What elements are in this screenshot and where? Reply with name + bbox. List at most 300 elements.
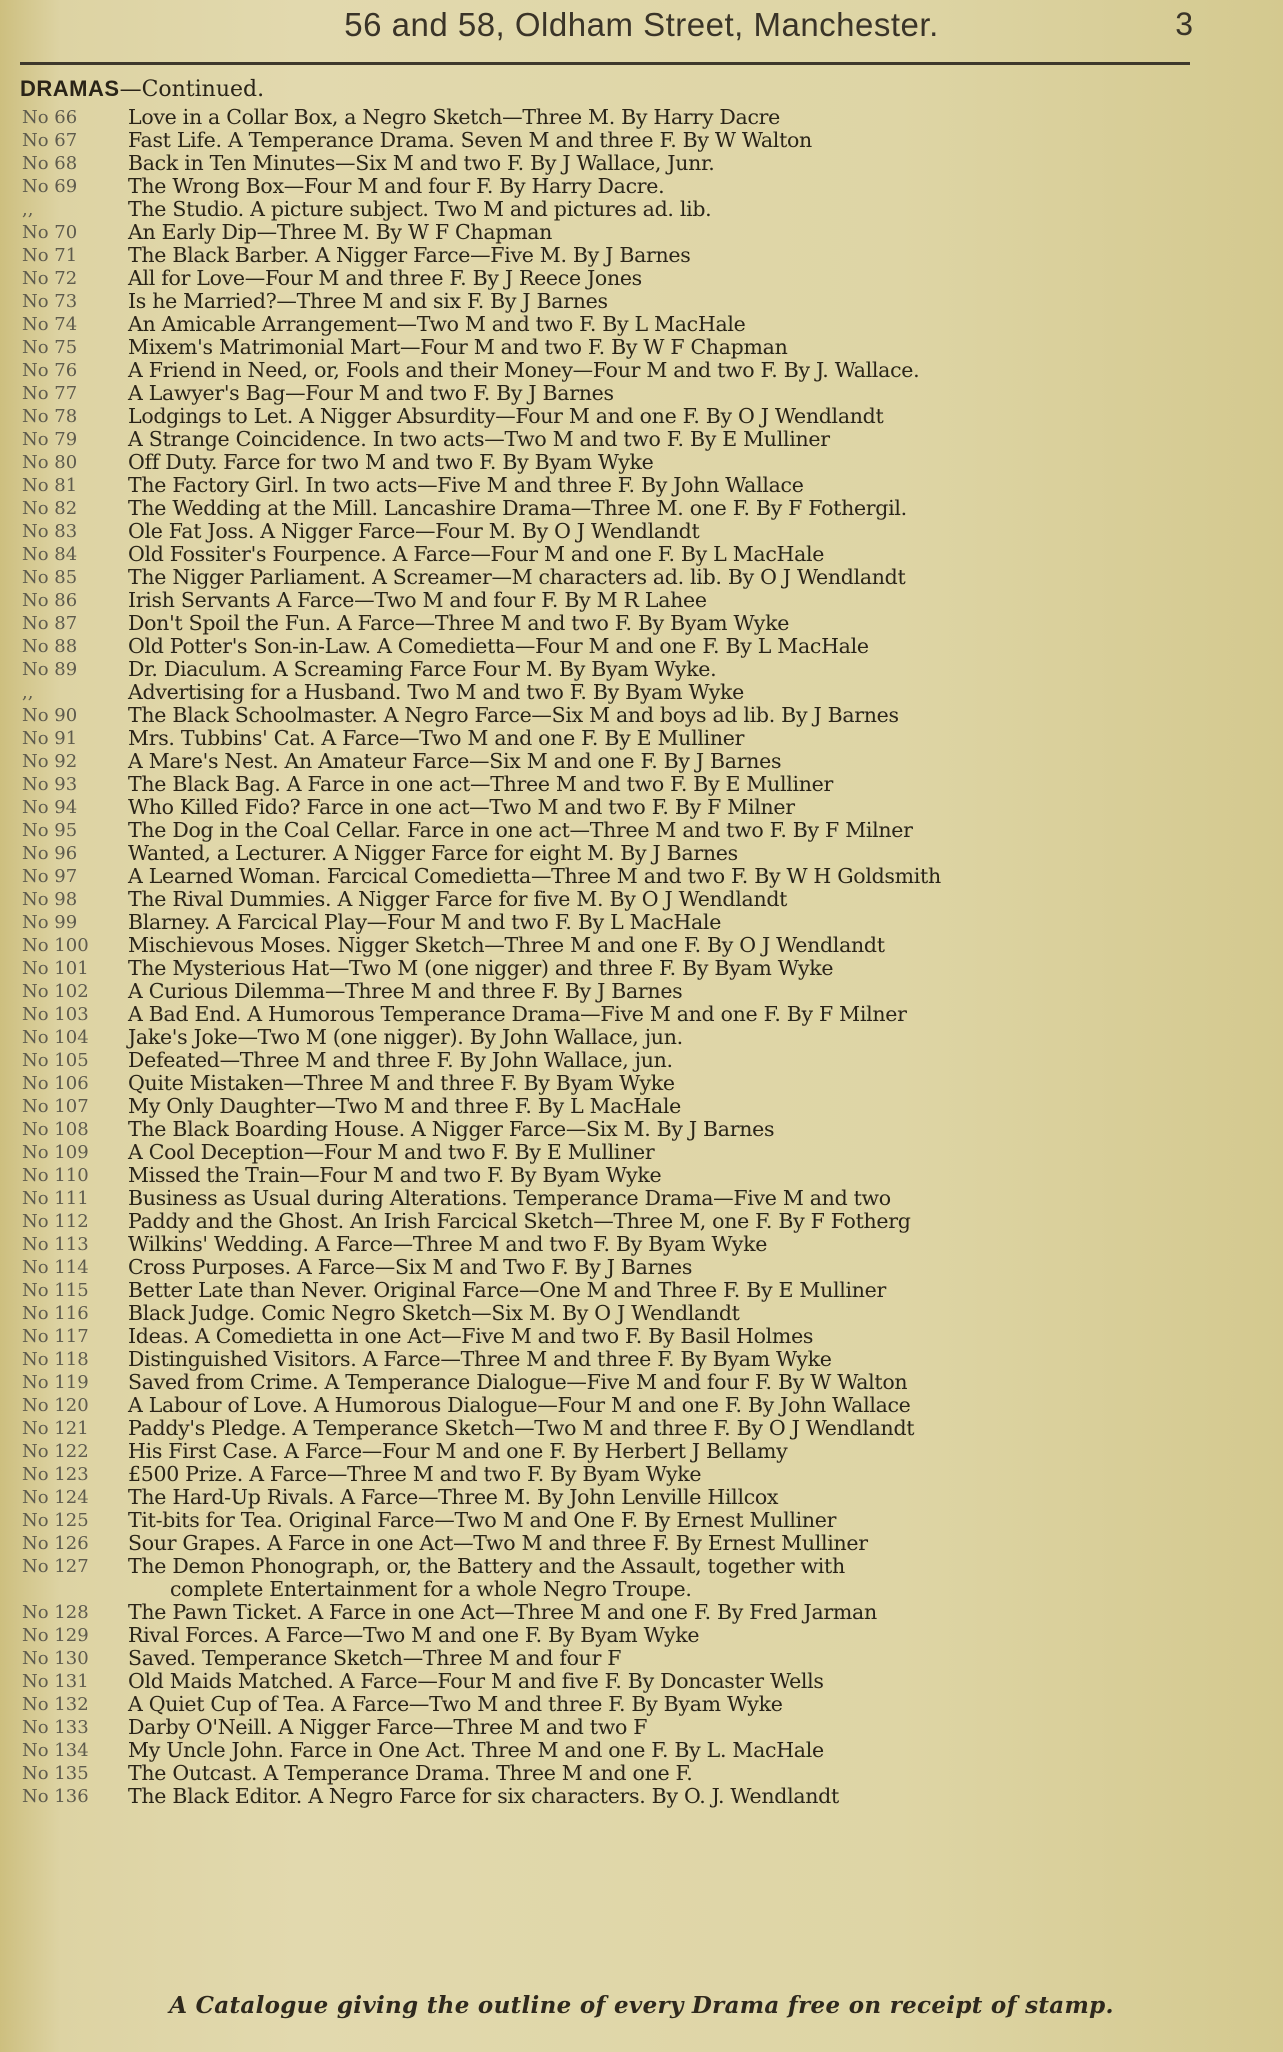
list-item	[0, 1164, 1283, 1187]
entry-number: No 70	[22, 222, 78, 243]
entry-number: No 73	[22, 291, 78, 312]
entry-title: The Dog in the Coal Cellar. Farce in one act—Three M and two F. By F Milner	[128, 818, 913, 842]
entry-text	[128, 1210, 1278, 1233]
entry-number: No 127	[22, 1556, 89, 1577]
entry-number: No 88	[22, 636, 78, 657]
entry-number: No 104	[22, 1027, 89, 1048]
entry-number: No 136	[22, 1786, 89, 1807]
entry-title: Wilkins' Wedding. A Farce—Three M and two F. By Byam Wyke	[128, 1232, 768, 1256]
list-item	[0, 198, 1283, 221]
entry-text	[128, 1233, 1278, 1256]
entry-text	[128, 152, 1278, 175]
entry-text	[128, 1693, 1278, 1716]
entry-text	[128, 635, 1278, 658]
entry-number: No 80	[22, 452, 78, 473]
entry-text	[128, 1440, 1278, 1463]
list-item	[0, 1532, 1283, 1555]
entry-number: No 96	[22, 843, 78, 864]
entry-title: A Friend in Need, or, Fools and their Money—Four M and two F. By J. Wallace.	[128, 358, 920, 382]
entry-number: No 85	[22, 567, 78, 588]
list-item	[0, 727, 1283, 750]
entry-title: Tit-bits for Tea. Original Farce—Two M and One F. By Ernest Mulliner	[128, 1508, 837, 1532]
list-item	[0, 658, 1283, 681]
entry-title: The Nigger Parliament. A Screamer—M characters ad. lib. By O J Wendlandt	[128, 565, 906, 589]
entry-text	[128, 1624, 1278, 1647]
list-item	[0, 1302, 1283, 1325]
entry-title: Darby O'Neill. A Nigger Farce—Three M and two F	[128, 1715, 648, 1739]
entry-number: No 109	[22, 1142, 89, 1163]
list-item	[0, 1003, 1283, 1026]
entry-title: Mixem's Matrimonial Mart—Four M and two F. By W F Chapman	[128, 335, 788, 359]
entry-number: No 114	[22, 1257, 89, 1278]
entry-number: No 77	[22, 383, 78, 404]
list-item	[0, 1555, 1283, 1601]
list-item	[0, 1739, 1283, 1762]
entry-number: No 79	[22, 429, 78, 450]
entry-title: Old Potter's Son-in-Law. A Comedietta—Four M and one F. By L MacHale	[128, 634, 869, 658]
entry-title: A Cool Deception—Four M and two F. By E Mulliner	[128, 1140, 655, 1164]
catalogue-note: A Catalogue giving the outline of every Drama free on receipt of stamp.	[169, 1992, 1114, 2019]
entry-title: Fast Life. A Temperance Drama. Seven M and three F. By W Walton	[128, 128, 812, 152]
entry-continuation: complete Entertainment for a whole Negro Troupe.	[170, 1577, 692, 1601]
entry-text	[128, 1348, 1278, 1371]
entry-title: Saved from Crime. A Temperance Dialogue—Five M and four F. By W Walton	[128, 1370, 908, 1394]
list-item	[0, 1647, 1283, 1670]
entry-title: Old Fossiter's Fourpence. A Farce—Four M and one F. By L MacHale	[128, 542, 825, 566]
entry-number: No 126	[22, 1533, 89, 1554]
entry-number: No 122	[22, 1441, 89, 1462]
entry-number: No 66	[22, 107, 78, 128]
header-rule	[20, 62, 1190, 65]
entry-title: Blarney. A Farcical Play—Four M and two F. By L MacHale	[128, 910, 722, 934]
list-item	[0, 290, 1283, 313]
entry-title: Who Killed Fido? Farce in one act—Two M and two F. By F Milner	[128, 795, 795, 819]
entry-title: A Quiet Cup of Tea. A Farce—Two M and three F. By Byam Wyke	[128, 1692, 783, 1716]
entry-number: No 99	[22, 912, 78, 933]
list-item	[0, 1762, 1283, 1785]
entry-text	[128, 1141, 1278, 1164]
entry-text	[128, 1325, 1278, 1348]
list-item	[0, 382, 1283, 405]
entry-text	[128, 1739, 1278, 1762]
entry-title: The Outcast. A Temperance Drama. Three M and one F.	[128, 1761, 693, 1785]
list-item	[0, 750, 1283, 773]
section-continued: —Continued.	[119, 77, 265, 102]
list-item	[0, 1049, 1283, 1072]
entry-text	[128, 106, 1278, 129]
entry-text	[128, 1555, 1278, 1601]
entry-title: Defeated—Three M and three F. By John Wallace, jun.	[128, 1048, 673, 1072]
entry-text	[128, 1072, 1278, 1095]
list-item	[0, 957, 1283, 980]
list-item	[0, 1693, 1283, 1716]
list-item	[0, 911, 1283, 934]
section-heading	[20, 76, 264, 102]
entry-title: The Black Editor. A Negro Farce for six characters. By O. J. Wendlandt	[128, 1784, 839, 1808]
entry-title: A Learned Woman. Farcical Comedietta—Three M and two F. By W H Goldsmith	[128, 864, 941, 888]
list-item	[0, 520, 1283, 543]
list-item	[0, 1716, 1283, 1739]
entry-text	[128, 1509, 1278, 1532]
entry-number: No 94	[22, 797, 78, 818]
entry-number: No 84	[22, 544, 78, 565]
list-item	[0, 1509, 1283, 1532]
entry-number: No 100	[22, 935, 89, 956]
entry-text	[128, 244, 1278, 267]
entry-number: No 132	[22, 1694, 89, 1715]
entry-text	[128, 313, 1278, 336]
entry-text	[128, 1463, 1278, 1486]
entry-number: No 135	[22, 1763, 89, 1784]
entry-number: No 95	[22, 820, 78, 841]
entry-number: No 124	[22, 1487, 89, 1508]
entry-number: No 130	[22, 1648, 89, 1669]
list-item	[0, 1417, 1283, 1440]
entry-number: No 111	[22, 1188, 89, 1209]
entry-number: No 123	[22, 1464, 89, 1485]
list-item	[0, 175, 1283, 198]
list-item	[0, 1141, 1283, 1164]
list-item	[0, 1785, 1283, 1808]
entry-title: Mischievous Moses. Nigger Sketch—Three M and one F. By O J Wendlandt	[128, 933, 885, 957]
section-title: DRAMAS	[20, 76, 120, 101]
entry-text	[128, 1026, 1278, 1049]
entry-text	[128, 957, 1278, 980]
list-item	[0, 152, 1283, 175]
entry-title: The Black Barber. A Nigger Farce—Five M. By J Barnes	[128, 243, 691, 267]
entry-number: No 103	[22, 1004, 89, 1025]
entry-number: No 106	[22, 1073, 89, 1094]
entry-text	[128, 382, 1278, 405]
list-item	[0, 589, 1283, 612]
entry-text	[128, 865, 1278, 888]
entry-text	[128, 681, 1278, 704]
entry-title: Saved. Temperance Sketch—Three M and four F	[128, 1646, 622, 1670]
entry-text	[128, 1302, 1278, 1325]
entry-number: No 82	[22, 498, 78, 519]
list-item	[0, 1601, 1283, 1624]
entry-number: No 120	[22, 1395, 89, 1416]
entry-number: No 69	[22, 176, 78, 197]
entry-number: No 105	[22, 1050, 89, 1071]
entry-title: A Labour of Love. A Humorous Dialogue—Four M and one F. By John Wallace	[128, 1393, 911, 1417]
entry-title: Cross Purposes. A Farce—Six M and Two F. By J Barnes	[128, 1255, 693, 1279]
entry-text	[128, 290, 1278, 313]
entry-text	[128, 474, 1278, 497]
entry-title: The Wedding at the Mill. Lancashire Drama—Three M. one F. By F Fothergil.	[128, 496, 907, 520]
entry-text	[128, 888, 1278, 911]
entry-text	[128, 1762, 1278, 1785]
entry-text	[128, 934, 1278, 957]
entry-title: Dr. Diaculum. A Screaming Farce Four M. By Byam Wyke.	[128, 657, 717, 681]
entry-number: No 71	[22, 245, 78, 266]
entry-title: The Pawn Ticket. A Farce in one Act—Three M and one F. By Fred Jarman	[128, 1600, 877, 1624]
list-item	[0, 1187, 1283, 1210]
entry-text	[128, 1003, 1278, 1026]
entry-number: ,,	[22, 199, 34, 220]
entry-title: Paddy's Pledge. A Temperance Sketch—Two M and three F. By O J Wendlandt	[128, 1416, 915, 1440]
entry-title: Jake's Joke—Two M (one nigger). By John Wallace, jun.	[128, 1025, 683, 1049]
entry-number: No 112	[22, 1211, 89, 1232]
entry-text	[128, 1095, 1278, 1118]
entry-title: Sour Grapes. A Farce in one Act—Two M and three F. By Ernest Mulliner	[128, 1531, 868, 1555]
list-item	[0, 888, 1283, 911]
list-item	[0, 1095, 1283, 1118]
entry-text	[128, 543, 1278, 566]
entry-title: Back in Ten Minutes—Six M and two F. By J Wallace, Junr.	[128, 151, 715, 175]
entry-title: An Early Dip—Three M. By W F Chapman	[128, 220, 553, 244]
entry-text	[128, 497, 1278, 520]
header-address: 56 and 58, Oldham Street, Manchester.	[344, 6, 939, 43]
entry-text	[128, 796, 1278, 819]
entry-title: My Uncle John. Farce in One Act. Three M and one F. By L. MacHale	[128, 1738, 824, 1762]
entry-text	[128, 405, 1278, 428]
list-item	[0, 359, 1283, 382]
entry-number: No 72	[22, 268, 78, 289]
entry-text	[128, 566, 1278, 589]
entry-number: No 87	[22, 613, 78, 634]
list-item	[0, 819, 1283, 842]
entry-title: The Mysterious Hat—Two M (one nigger) and three F. By Byam Wyke	[128, 956, 834, 980]
entry-number: No 89	[22, 659, 78, 680]
list-item	[0, 612, 1283, 635]
entry-title: All for Love—Four M and three F. By J Reece Jones	[128, 266, 642, 290]
entry-text	[128, 773, 1278, 796]
entry-text	[128, 612, 1278, 635]
entry-number: No 98	[22, 889, 78, 910]
entry-title: Quite Mistaken—Three M and three F. By Byam Wyke	[128, 1071, 675, 1095]
entry-number: No 129	[22, 1625, 89, 1646]
list-item	[0, 129, 1283, 152]
entry-title: Wanted, a Lecturer. A Nigger Farce for eight M. By J Barnes	[128, 841, 738, 865]
list-item	[0, 1624, 1283, 1647]
entry-text	[128, 1647, 1278, 1670]
entry-title: A Strange Coincidence. In two acts—Two M and two F. By E Mulliner	[128, 427, 830, 451]
entry-text	[128, 704, 1278, 727]
entry-title: £500 Prize. A Farce—Three M and two F. By Byam Wyke	[128, 1462, 702, 1486]
list-item	[0, 428, 1283, 451]
entry-text	[128, 359, 1278, 382]
entry-title: The Demon Phonograph, or, the Battery and the Assault, together with	[128, 1554, 845, 1578]
entry-text	[128, 727, 1278, 750]
entry-text	[128, 221, 1278, 244]
list-item	[0, 842, 1283, 865]
entry-text	[128, 1164, 1278, 1187]
page-header	[0, 0, 1283, 62]
entry-title: Paddy and the Ghost. An Irish Farcical Sketch—Three M, one F. By F Fotherg	[128, 1209, 911, 1233]
entry-number: No 116	[22, 1303, 89, 1324]
entry-number: No 86	[22, 590, 78, 611]
entry-number: No 108	[22, 1119, 89, 1140]
list-item	[0, 336, 1283, 359]
drama-list	[0, 106, 1283, 1808]
list-item	[0, 313, 1283, 336]
entry-text	[128, 1670, 1278, 1693]
entry-text	[128, 1417, 1278, 1440]
entry-text	[128, 1601, 1278, 1624]
entry-text	[128, 129, 1278, 152]
entry-text	[128, 1716, 1278, 1739]
entry-title: My Only Daughter—Two M and three F. By L MacHale	[128, 1094, 681, 1118]
list-item	[0, 474, 1283, 497]
entry-title: A Mare's Nest. An Amateur Farce—Six M and one F. By J Barnes	[128, 749, 782, 773]
list-item	[0, 980, 1283, 1003]
list-item	[0, 1279, 1283, 1302]
entry-text	[128, 267, 1278, 290]
list-item	[0, 497, 1283, 520]
entry-number: No 117	[22, 1326, 89, 1347]
list-item	[0, 1486, 1283, 1509]
entry-number: No 83	[22, 521, 78, 542]
entry-text	[128, 198, 1278, 221]
entry-text	[128, 1532, 1278, 1555]
list-item	[0, 1256, 1283, 1279]
entry-title: The Hard-Up Rivals. A Farce—Three M. By John Lenville Hillcox	[128, 1485, 779, 1509]
list-item	[0, 704, 1283, 727]
list-item	[0, 1325, 1283, 1348]
entry-number: No 68	[22, 153, 78, 174]
list-item	[0, 1210, 1283, 1233]
entry-title: Rival Forces. A Farce—Two M and one F. By Byam Wyke	[128, 1623, 700, 1647]
entry-text	[128, 1187, 1278, 1210]
list-item	[0, 106, 1283, 129]
list-item	[0, 1440, 1283, 1463]
entry-title: The Wrong Box—Four M and four F. By Harry Dacre.	[128, 174, 665, 198]
list-item	[0, 681, 1283, 704]
entry-number: No 101	[22, 958, 89, 979]
entry-text	[128, 1118, 1278, 1141]
entry-number: No 97	[22, 866, 78, 887]
entry-text	[128, 520, 1278, 543]
list-item	[0, 934, 1283, 957]
list-item	[0, 635, 1283, 658]
list-item	[0, 451, 1283, 474]
entry-text	[128, 1486, 1278, 1509]
entry-text	[128, 589, 1278, 612]
entry-number: No 67	[22, 130, 78, 151]
entry-title: Irish Servants A Farce—Two M and four F. By M R Lahee	[128, 588, 707, 612]
entry-text	[128, 428, 1278, 451]
entry-number: No 74	[22, 314, 78, 335]
entry-title: Off Duty. Farce for two M and two F. By Byam Wyke	[128, 450, 654, 474]
list-item	[0, 244, 1283, 267]
list-item	[0, 865, 1283, 888]
entry-text	[128, 1256, 1278, 1279]
entry-number: No 134	[22, 1740, 89, 1761]
entry-text	[128, 336, 1278, 359]
list-item	[0, 1072, 1283, 1095]
entry-number: No 93	[22, 774, 78, 795]
entry-title: His First Case. A Farce—Four M and one F. By Herbert J Bellamy	[128, 1439, 788, 1463]
entry-title: An Amicable Arrangement—Two M and two F. By L MacHale	[128, 312, 746, 336]
entry-text	[128, 1394, 1278, 1417]
entry-title: The Black Bag. A Farce in one act—Three M and two F. By E Mulliner	[128, 772, 834, 796]
entry-title: Lodgings to Let. A Nigger Absurdity—Four M and one F. By O J Wendlandt	[128, 404, 884, 428]
entry-number: No 76	[22, 360, 78, 381]
entry-title: Business as Usual during Alterations. Temperance Drama—Five M and two	[128, 1186, 891, 1210]
entry-title: Love in a Collar Box, a Negro Sketch—Three M. By Harry Dacre	[128, 105, 780, 129]
entry-number: No 133	[22, 1717, 89, 1738]
list-item	[0, 1118, 1283, 1141]
entry-title: Missed the Train—Four M and two F. By Byam Wyke	[128, 1163, 662, 1187]
list-item	[0, 566, 1283, 589]
entry-number: No 107	[22, 1096, 89, 1117]
entry-title: The Rival Dummies. A Nigger Farce for five M. By O J Wendlandt	[128, 887, 788, 911]
entry-title: The Factory Girl. In two acts—Five M and three F. By John Wallace	[128, 473, 804, 497]
entry-number: No 131	[22, 1671, 89, 1692]
entry-text	[128, 658, 1278, 681]
entry-title: Black Judge. Comic Negro Sketch—Six M. By O J Wendlandt	[128, 1301, 740, 1325]
entry-text	[128, 1279, 1278, 1302]
entry-title: Don't Spoil the Fun. A Farce—Three M and two F. By Byam Wyke	[128, 611, 790, 635]
entry-number: No 121	[22, 1418, 89, 1439]
entry-title: Advertising for a Husband. Two M and two F. By Byam Wyke	[128, 680, 745, 704]
entry-title: Mrs. Tubbins' Cat. A Farce—Two M and one F. By E Mulliner	[128, 726, 745, 750]
entry-title: Distinguished Visitors. A Farce—Three M and three F. By Byam Wyke	[128, 1347, 832, 1371]
entry-title: The Studio. A picture subject. Two M and pictures ad. lib.	[128, 197, 712, 221]
entry-text	[128, 1049, 1278, 1072]
list-item	[0, 1026, 1283, 1049]
entry-number: No 91	[22, 728, 78, 749]
list-item	[0, 1233, 1283, 1256]
list-item	[0, 1463, 1283, 1486]
entry-number: No 125	[22, 1510, 89, 1531]
list-item	[0, 1371, 1283, 1394]
entry-text	[128, 451, 1278, 474]
entry-text	[128, 911, 1278, 934]
page-number: 3	[1175, 6, 1193, 42]
entry-title: Better Late than Never. Original Farce—One M and Three F. By E Mulliner	[128, 1278, 886, 1302]
entry-title: Ole Fat Joss. A Nigger Farce—Four M. By O J Wendlandt	[128, 519, 700, 543]
entry-number: No 128	[22, 1602, 89, 1623]
entry-number: No 113	[22, 1234, 89, 1255]
entry-title: Old Maids Matched. A Farce—Four M and five F. By Doncaster Wells	[128, 1669, 824, 1693]
entry-number: ,,	[22, 682, 34, 703]
entry-number: No 102	[22, 981, 89, 1002]
list-item	[0, 796, 1283, 819]
entry-text	[128, 175, 1278, 198]
entry-title: The Black Schoolmaster. A Negro Farce—Six M and boys ad lib. By J Barnes	[128, 703, 899, 727]
entry-number: No 81	[22, 475, 78, 496]
entry-text	[128, 1785, 1278, 1808]
entry-text	[128, 819, 1278, 842]
entry-title: A Bad End. A Humorous Temperance Drama—Five M and one F. By F Milner	[128, 1002, 907, 1026]
entry-text	[128, 1371, 1278, 1394]
entry-number: No 92	[22, 751, 78, 772]
entry-number: No 115	[22, 1280, 89, 1301]
list-item	[0, 773, 1283, 796]
list-item	[0, 543, 1283, 566]
entry-title: Is he Married?—Three M and six F. By J Barnes	[128, 289, 608, 313]
entry-text	[128, 842, 1278, 865]
entry-text	[128, 980, 1278, 1003]
entry-number: No 110	[22, 1165, 89, 1186]
list-item	[0, 1394, 1283, 1417]
list-item	[0, 221, 1283, 244]
entry-title: A Lawyer's Bag—Four M and two F. By J Barnes	[128, 381, 614, 405]
entry-title: A Curious Dilemma—Three M and three F. By J Barnes	[128, 979, 683, 1003]
entry-number: No 119	[22, 1372, 89, 1393]
entry-text	[128, 750, 1278, 773]
entry-title: The Black Boarding House. A Nigger Farce—Six M. By J Barnes	[128, 1117, 775, 1141]
entry-number: No 78	[22, 406, 78, 427]
entry-title: Ideas. A Comedietta in one Act—Five M and two F. By Basil Holmes	[128, 1324, 814, 1348]
entry-number: No 75	[22, 337, 78, 358]
entry-number: No 118	[22, 1349, 89, 1370]
list-item	[0, 267, 1283, 290]
list-item	[0, 1348, 1283, 1371]
entry-number: No 90	[22, 705, 78, 726]
